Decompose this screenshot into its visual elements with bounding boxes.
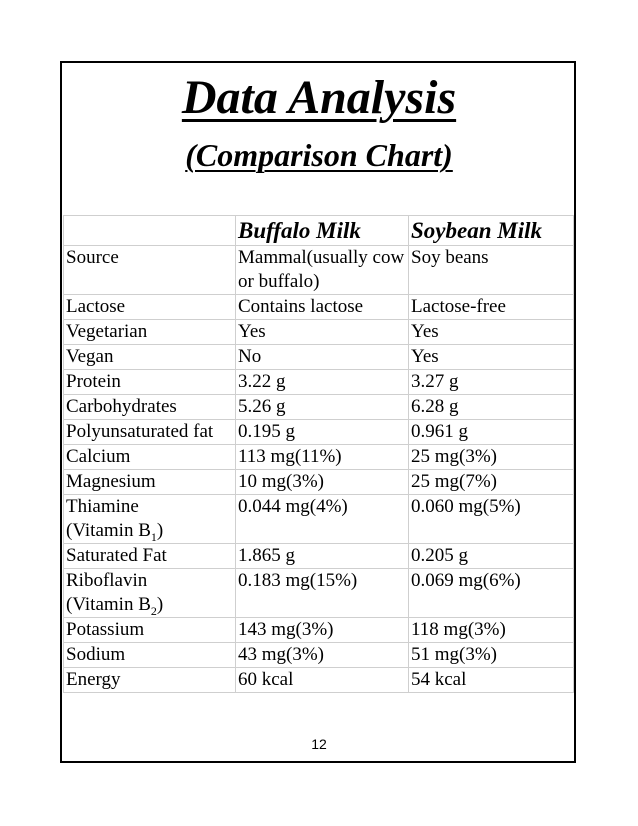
table-header-row (64, 216, 574, 246)
row-label-text: Potassium (66, 619, 145, 640)
page-title: Data Analysis (181, 71, 457, 124)
row-label-text: Carbohydrates (66, 396, 177, 417)
table-row (64, 544, 574, 569)
cell-buffalo: 0.044 mg(4%) (236, 495, 409, 544)
header-buffalo-milk: Buffalo Milk (236, 216, 409, 246)
row-label-text: Calcium (66, 446, 131, 467)
table-row (64, 618, 574, 643)
cell-soybean: 51 mg(3%) (409, 643, 574, 668)
row-label (64, 470, 236, 495)
row-label (64, 395, 236, 420)
row-label-close: ) (156, 594, 164, 615)
cell-buffalo: 5.26 g (236, 395, 409, 420)
cell-buffalo: Mammal(usually cow or buffalo) (236, 246, 409, 295)
row-label-text: Vegetarian (66, 321, 148, 342)
table-row (64, 495, 574, 544)
row-label (64, 618, 236, 643)
cell-buffalo: 0.195 g (236, 420, 409, 445)
row-label (64, 569, 236, 618)
cell-soybean: 118 mg(3%) (409, 618, 574, 643)
cell-soybean: 25 mg(3%) (409, 445, 574, 470)
cell-soybean: 3.27 g (409, 370, 574, 395)
row-label-text: Source (66, 247, 119, 268)
cell-soybean: 0.205 g (409, 544, 574, 569)
cell-soybean: Lactose-free (409, 295, 574, 320)
cell-buffalo: 10 mg(3%) (236, 470, 409, 495)
table-row (64, 445, 574, 470)
row-label-text: Sodium (66, 644, 126, 665)
table-row (64, 345, 574, 370)
table-row (64, 643, 574, 668)
comparison-table (63, 215, 574, 693)
table-row (64, 295, 574, 320)
cell-buffalo: 3.22 g (236, 370, 409, 395)
table-row (64, 395, 574, 420)
row-label (64, 246, 236, 295)
cell-soybean: 25 mg(7%) (409, 470, 574, 495)
row-label (64, 544, 236, 569)
table-body (64, 246, 574, 693)
row-label-subscript: 2 (150, 603, 157, 618)
cell-soybean: Yes (409, 320, 574, 345)
row-label (64, 643, 236, 668)
row-label-text: Riboflavin (66, 570, 148, 591)
row-label-text: Vegan (66, 346, 114, 367)
cell-buffalo: 60 kcal (236, 668, 409, 693)
header-soybean-milk: Soybean Milk (409, 216, 574, 246)
row-label (64, 445, 236, 470)
page-number: 12 (311, 736, 327, 752)
row-label-vitamin: (Vitamin B (66, 594, 151, 615)
cell-buffalo: Contains lactose (236, 295, 409, 320)
cell-soybean: Soy beans (409, 246, 574, 295)
row-label (64, 420, 236, 445)
row-label-text: Magnesium (66, 471, 156, 492)
header-empty (64, 216, 236, 246)
cell-buffalo: Yes (236, 320, 409, 345)
row-label-text: Energy (66, 669, 121, 690)
row-label-subscript: 1 (150, 529, 157, 544)
table-row (64, 420, 574, 445)
row-label (64, 295, 236, 320)
row-label (64, 320, 236, 345)
table-row (64, 569, 574, 618)
cell-buffalo: 1.865 g (236, 544, 409, 569)
page-subtitle: (Comparison Chart) (185, 137, 453, 173)
table-row (64, 370, 574, 395)
row-label-text: Thiamine (66, 496, 139, 517)
cell-buffalo: 113 mg(11%) (236, 445, 409, 470)
table-row (64, 320, 574, 345)
cell-buffalo: 43 mg(3%) (236, 643, 409, 668)
cell-soybean: 0.060 mg(5%) (409, 495, 574, 544)
table-row (64, 246, 574, 295)
table-row (64, 668, 574, 693)
row-label-text: Lactose (66, 296, 126, 317)
cell-soybean: 0.069 mg(6%) (409, 569, 574, 618)
row-label-text: Polyunsaturated fat (66, 421, 214, 442)
cell-buffalo: 143 mg(3%) (236, 618, 409, 643)
table-row (64, 470, 574, 495)
row-label-text: Protein (66, 371, 121, 392)
cell-buffalo: 0.183 mg(15%) (236, 569, 409, 618)
row-label-vitamin: (Vitamin B (66, 520, 151, 541)
row-label (64, 345, 236, 370)
cell-soybean: 0.961 g (409, 420, 574, 445)
cell-soybean: 6.28 g (409, 395, 574, 420)
row-label (64, 668, 236, 693)
row-label (64, 495, 236, 544)
cell-buffalo: No (236, 345, 409, 370)
cell-soybean: Yes (409, 345, 574, 370)
row-label-text: Saturated Fat (66, 545, 167, 566)
row-label-close: ) (156, 520, 164, 541)
row-label (64, 370, 236, 395)
cell-soybean: 54 kcal (409, 668, 574, 693)
